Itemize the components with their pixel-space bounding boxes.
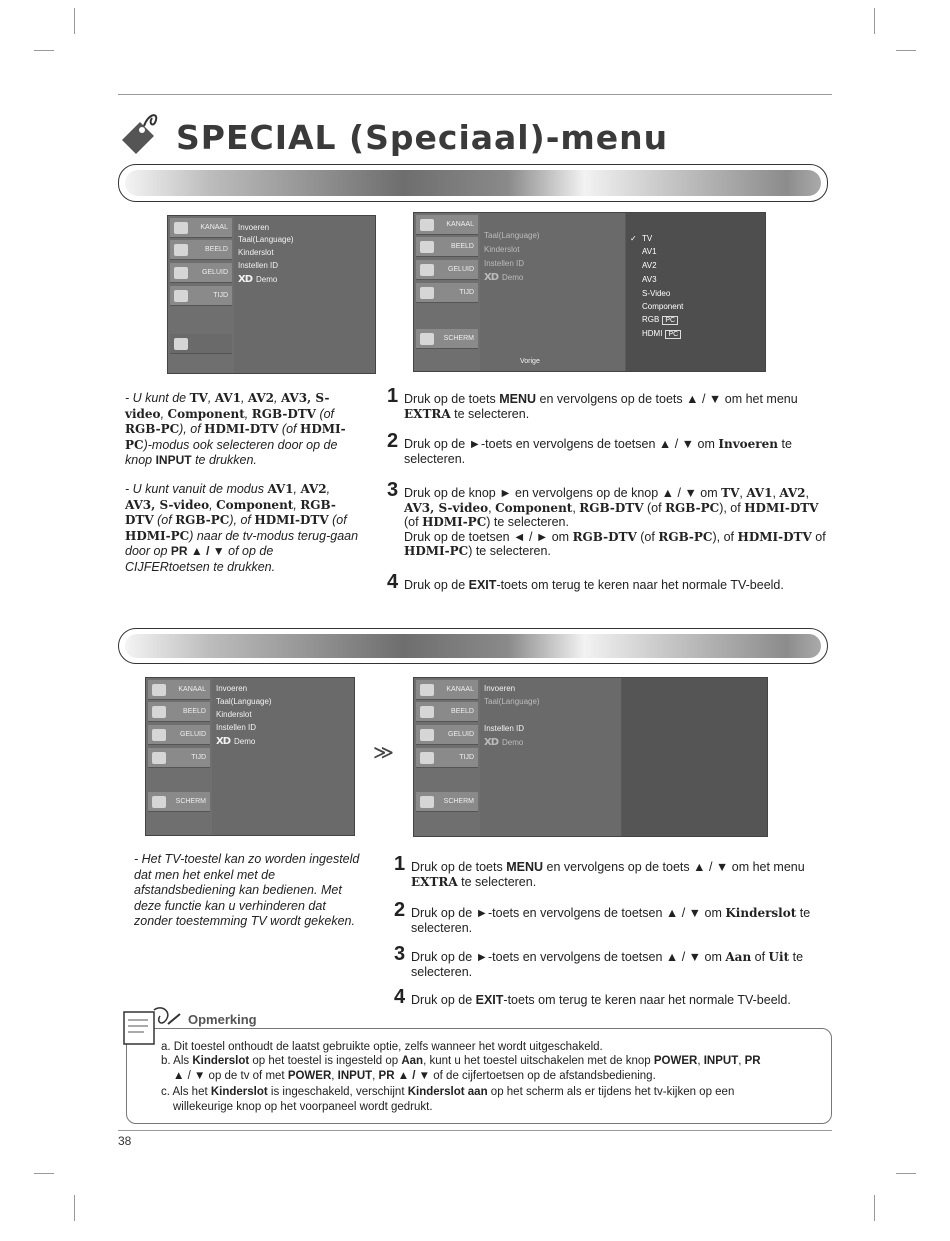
menu-screenshot-kinderslot bbox=[145, 677, 355, 836]
option-hdmi: HDMI PC bbox=[642, 329, 681, 339]
side-scherm: SCHERM bbox=[416, 792, 478, 812]
crop-mark bbox=[896, 1173, 916, 1174]
menu-item-instellen: Instellen ID bbox=[238, 261, 279, 270]
side-kanaal: KANAAL bbox=[416, 215, 478, 235]
menu-screenshot-input-options bbox=[413, 212, 766, 372]
step-4: 4 Druk op de EXIT-toets om terug te keren naar het normale TV-beeld. bbox=[387, 571, 784, 593]
side-kanaal: KANAAL bbox=[416, 680, 478, 700]
menu-item-invoeren: Invoeren bbox=[238, 223, 270, 232]
menu-screenshot-input bbox=[167, 215, 376, 374]
menu-item-instellen: Instellen ID bbox=[216, 723, 257, 732]
menu-item-invoeren: Invoeren bbox=[484, 684, 516, 693]
option-tv: TV bbox=[642, 234, 653, 243]
side-kanaal: KANAAL bbox=[148, 680, 210, 700]
step2-4: 4 Druk op de EXIT-toets om terug te keren naar het normale TV-beeld. bbox=[394, 986, 791, 1008]
menu-item-taal: Taal(Language) bbox=[238, 235, 294, 244]
side-scherm: SCHERM bbox=[416, 329, 478, 349]
side-geluid: GELUID bbox=[416, 725, 478, 745]
step2-3: 3 Druk op de ►-toets en vervolgens de toetsen ▲ / ▼ om Aan of Uit te selecteren. bbox=[394, 943, 804, 979]
note-c-line1: c. Als het Kinderslot is ingeschakeld, verschijnt Kinderslot aan op het scherm als er tijdens het tv-kijken op een bbox=[161, 1086, 735, 1098]
menu-item-instellen: Instellen ID bbox=[484, 259, 525, 268]
input-tip-b: - U kunt vanuit de modus AV1, AV2, AV3, S-video, Component, RGB-DTV (of RGB-PC), of HDMI-DTV (of HDMI-PC) naar de tv-modus terug-gaan door op PR ▲ / ▼ of op de CIJFERtoetsen te drukken. bbox=[125, 482, 359, 574]
side-geluid: GELUID bbox=[416, 260, 478, 280]
menu-item-taal: Taal(Language) bbox=[484, 697, 540, 706]
side-scherm: SCHERM bbox=[148, 792, 210, 812]
note-c-line2: willekeurige knop op het voorpaneel wordt gedrukt. bbox=[173, 1101, 433, 1113]
side-beeld: BEELD bbox=[416, 237, 478, 257]
option-rgb: RGB PC bbox=[642, 315, 678, 325]
side-scherm bbox=[170, 334, 232, 354]
side-tijd: TIJD bbox=[416, 283, 478, 303]
menu-item-xd-demo: XD Demo bbox=[216, 736, 256, 747]
menu-item-kinderslot: Kinderslot bbox=[216, 710, 252, 719]
side-geluid: GELUID bbox=[170, 263, 232, 283]
step-2: 2 Druk op de ►-toets en vervolgens de toetsen ▲ / ▼ om Invoeren te selecteren. bbox=[387, 430, 792, 466]
arrow-icon: ≫ bbox=[373, 742, 394, 764]
note-title: Opmerking bbox=[188, 1012, 257, 1027]
menu-item-taal: Taal(Language) bbox=[216, 697, 272, 706]
side-beeld: BEELD bbox=[416, 702, 478, 722]
option-av3: AV3 bbox=[642, 275, 657, 284]
menu-item-xd-demo: XD Demo bbox=[484, 737, 524, 748]
side-tijd: TIJD bbox=[148, 748, 210, 768]
tag-icon bbox=[118, 108, 164, 160]
step2-1: 1 Druk op de toets MENU en vervolgens op de toets ▲ / ▼ om het menu EXTRA te selecteren. bbox=[394, 853, 805, 889]
crop-mark bbox=[74, 8, 75, 34]
page-number: 38 bbox=[118, 1134, 132, 1148]
note-b-line1: b. Als Kinderslot op het toestel is ingesteld op Aan, kunt u het toestel uitschakelen met de knop POWER, INPUT, PR bbox=[161, 1055, 761, 1067]
menu-item-kinderslot: Kinderslot bbox=[238, 248, 274, 257]
crop-mark bbox=[34, 50, 54, 51]
crop-mark bbox=[34, 1173, 54, 1174]
side-tijd: TIJD bbox=[170, 286, 232, 306]
option-svideo: S-Video bbox=[642, 289, 671, 298]
step-1: 1 Druk op de toets MENU en vervolgens op de toets ▲ / ▼ om het menu EXTRA te selecteren. bbox=[387, 385, 798, 421]
option-av2: AV2 bbox=[642, 261, 657, 270]
menu-item-invoeren: Invoeren bbox=[216, 684, 248, 693]
crop-mark bbox=[874, 1195, 875, 1221]
input-tip-a: - U kunt de TV, AV1, AV2, AV3, S-video, Component, RGB-DTV (of RGB-PC), of HDMI-DTV (of HDMI-PC)-modus ook selecteren door op de knop INPUT te drukken. bbox=[125, 391, 346, 467]
side-beeld: BEELD bbox=[170, 240, 232, 260]
note-b-line2: ▲ / ▼ op de tv of met POWER, INPUT, PR ▲ / ▼ of de cijfertoetsen op de afstandsbediening. bbox=[173, 1070, 656, 1082]
note-a: a. Dit toestel onthoudt de laatst gebruikte optie, zelfs wanneer het wordt uitgeschakeld. bbox=[161, 1041, 603, 1053]
option-av1: AV1 bbox=[642, 247, 657, 256]
vorige-label: Vorige bbox=[520, 358, 540, 365]
menu-screenshot-kinderslot-sub bbox=[413, 677, 768, 837]
menu-item-instellen: Instellen ID bbox=[484, 724, 525, 733]
option-component: Component bbox=[642, 302, 684, 311]
crop-mark bbox=[874, 8, 875, 34]
check-icon: ✓ bbox=[630, 234, 637, 243]
menu-item-kinderslot: Kinderslot bbox=[484, 245, 520, 254]
side-beeld: BEELD bbox=[148, 702, 210, 722]
top-rule bbox=[118, 94, 832, 95]
menu-item-taal: Taal(Language) bbox=[484, 231, 540, 240]
section-bar bbox=[118, 164, 828, 202]
side-kanaal: KANAAL bbox=[170, 218, 232, 238]
menu-item-xd-demo: XD Demo bbox=[238, 274, 278, 285]
menu-item-xd-demo: XD Demo bbox=[484, 272, 524, 283]
side-geluid: GELUID bbox=[148, 725, 210, 745]
crop-mark bbox=[74, 1195, 75, 1221]
section-bar-2 bbox=[118, 628, 828, 664]
side-tijd: TIJD bbox=[416, 748, 478, 768]
bottom-rule bbox=[118, 1130, 832, 1131]
page-title: SPECIAL (Speciaal)-menu bbox=[176, 118, 669, 157]
crop-mark bbox=[896, 50, 916, 51]
kinderslot-tip: - Het TV-toestel kan zo worden ingesteld dat men het enkel met de afstandsbediening kan bedienen. Met deze functie kan u verhinderen dat zonder toestemming TV wordt gekeken. bbox=[134, 852, 360, 928]
step-3: 3 Druk op de knop ► en vervolgens op de knop ▲ / ▼ om TV, AV1, AV2, AV3, S-video, Component, RGB-DTV (of RGB-PC), of HDMI-DTV (of HDMI-PC) te selecteren. Druk op de toetsen ◄ / ► om RGB-DTV (of RGB-PC), of HDMI-DTV of HDMI-PC) te selecteren. bbox=[387, 479, 826, 558]
step2-2: 2 Druk op de ►-toets en vervolgens de toetsen ▲ / ▼ om Kinderslot te selecteren. bbox=[394, 899, 811, 935]
